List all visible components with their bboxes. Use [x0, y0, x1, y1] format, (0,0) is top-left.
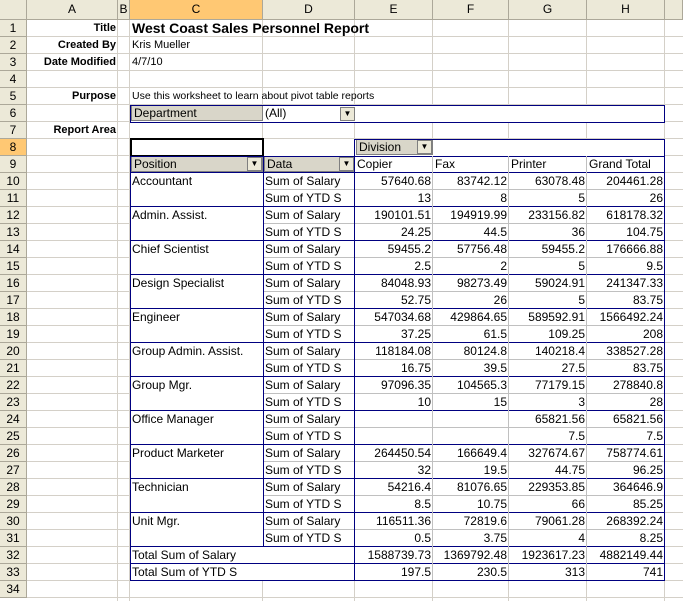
salary-value: 1566492.24 [599, 310, 663, 324]
ytd-value [433, 428, 509, 445]
ytd-value: 8 [500, 191, 507, 205]
total-salary-value: 1369792.48 [443, 548, 507, 562]
row-header-7[interactable]: 7 [0, 122, 27, 139]
ytd-value: 10.75 [476, 497, 507, 511]
ytd-value: 5 [578, 191, 585, 205]
salary-value: 54216.4 [387, 480, 431, 494]
column-header-f[interactable]: F [433, 0, 509, 20]
row-separator [263, 529, 665, 530]
salary-value: 116511.36 [376, 514, 431, 528]
pivot-border-position-data [263, 156, 264, 547]
salary-value [433, 411, 509, 428]
data-label-ytd: Sum of YTD S [265, 327, 342, 341]
total-salary-value: 4882149.44 [599, 548, 663, 562]
row-header-8[interactable]: 8 [0, 139, 27, 156]
salary-value: 84048.93 [380, 276, 431, 290]
row-header-17[interactable]: 17 [0, 292, 27, 309]
column-header-e[interactable]: E [355, 0, 433, 20]
ytd-value: 39.5 [483, 361, 507, 375]
data-label-salary: Sum of Salary [265, 412, 341, 426]
data-label-salary: Sum of Salary [265, 208, 341, 222]
row-header-19[interactable]: 19 [0, 326, 27, 343]
salary-value: 97096.35 [380, 378, 431, 392]
pivot-border-data-left [354, 139, 355, 581]
salary-value: 57640.68 [380, 174, 431, 188]
data-label-salary: Sum of Salary [265, 242, 341, 256]
column-divider [508, 156, 509, 580]
row-header-34[interactable]: 34 [0, 581, 27, 598]
salary-value: 81076.65 [456, 480, 507, 494]
row-header-5[interactable]: 5 [0, 88, 27, 105]
position-name: Admin. Assist. [132, 208, 208, 222]
ytd-value: 208 [642, 327, 663, 341]
ytd-value: 2 [500, 259, 507, 273]
salary-value: 59455.2 [541, 242, 585, 256]
pivot-border-right [664, 139, 665, 581]
row-header-4[interactable]: 4 [0, 71, 27, 88]
salary-value: 59455.2 [387, 242, 431, 256]
ytd-value: 26 [649, 191, 663, 205]
position-name: Design Specialist [132, 276, 225, 290]
column-header-c[interactable]: C [130, 0, 263, 20]
total-ytd-value: 313 [564, 565, 585, 579]
salary-value: 190101.51 [374, 208, 431, 222]
total-separator [130, 563, 665, 564]
date-modified-value: 4/7/10 [132, 56, 163, 68]
row-separator [263, 393, 665, 394]
data-label-ytd: Sum of YTD S [265, 361, 342, 375]
column-header-grand-total: Grand Total [589, 157, 651, 171]
row-header-18[interactable]: 18 [0, 309, 27, 326]
salary-value: 589592.91 [528, 310, 585, 324]
row-header-16[interactable]: 16 [0, 275, 27, 292]
ytd-value: 15 [493, 395, 507, 409]
row-header-15[interactable]: 15 [0, 258, 27, 275]
total-ytd-value: 230.5 [476, 565, 507, 579]
row-header-20[interactable]: 20 [0, 343, 27, 360]
salary-value: 98273.49 [456, 276, 507, 290]
ytd-value: 2.5 [414, 259, 431, 273]
salary-value: 268392.24 [606, 514, 663, 528]
data-label-salary: Sum of Salary [265, 480, 341, 494]
ytd-value: 104.75 [626, 225, 663, 239]
data-label-ytd: Sum of YTD S [265, 395, 342, 409]
salary-value: 63078.48 [534, 174, 585, 188]
data-label-ytd: Sum of YTD S [265, 429, 342, 443]
column-header-h[interactable]: H [587, 0, 665, 20]
data-field-button[interactable]: Data [264, 156, 355, 172]
row-header-24[interactable]: 24 [0, 411, 27, 428]
data-label-ytd: Sum of YTD S [265, 293, 342, 307]
row-header-14[interactable]: 14 [0, 241, 27, 258]
column-header-g[interactable]: G [509, 0, 587, 20]
gridline-horizontal [27, 597, 683, 598]
data-label-ytd: Sum of YTD S [265, 531, 342, 545]
row-separator [263, 461, 665, 462]
ytd-value: 8.25 [639, 531, 663, 545]
column-divider [432, 156, 433, 580]
row-separator [263, 325, 665, 326]
row-header-33[interactable]: 33 [0, 564, 27, 581]
position-name: Chief Scientist [132, 242, 209, 256]
ytd-value: 83.75 [632, 361, 663, 375]
ytd-value: 8.5 [414, 497, 431, 511]
salary-value: 72819.6 [463, 514, 507, 528]
ytd-value [355, 428, 433, 445]
position-name: Group Admin. Assist. [132, 344, 244, 358]
data-label-salary: Sum of Salary [265, 378, 341, 392]
position-name: Unit Mgr. [132, 514, 181, 528]
salary-value: 204461.28 [606, 174, 663, 188]
row-header-22[interactable]: 22 [0, 377, 27, 394]
row-header-30[interactable]: 30 [0, 513, 27, 530]
row-header-31[interactable]: 31 [0, 530, 27, 547]
pivot-border-top-rows [130, 156, 665, 157]
position-name: Product Marketer [132, 446, 225, 460]
position-name: Group Mgr. [132, 378, 193, 392]
ytd-value: 19.5 [483, 463, 507, 477]
gridline-vertical [117, 20, 118, 601]
salary-value: 65821.56 [534, 412, 585, 426]
ytd-value: 16.75 [400, 361, 431, 375]
position-row-field-button[interactable]: Position [131, 156, 263, 172]
row-header-21[interactable]: 21 [0, 360, 27, 377]
salary-value [355, 411, 433, 428]
row-header-10[interactable]: 10 [0, 173, 27, 190]
salary-value: 547034.68 [374, 310, 431, 324]
total-ytd-value: 197.5 [400, 565, 431, 579]
ytd-value: 26 [493, 293, 507, 307]
data-label-ytd: Sum of YTD S [265, 225, 342, 239]
ytd-value: 27.5 [561, 361, 585, 375]
column-header-a[interactable]: A [27, 0, 118, 20]
ytd-value: 5 [578, 293, 585, 307]
ytd-value: 0.5 [414, 531, 431, 545]
salary-value: 65821.56 [612, 412, 663, 426]
report-title: West Coast Sales Personnel Report [132, 20, 370, 36]
purpose-label: Purpose [71, 90, 116, 102]
row-header-3[interactable]: 3 [0, 54, 27, 71]
column-header-printer: Printer [511, 157, 547, 171]
data-label-ytd: Sum of YTD S [265, 497, 342, 511]
ytd-value: 37.25 [400, 327, 431, 341]
row-header-9[interactable]: 9 [0, 156, 27, 173]
row-separator [263, 189, 665, 190]
data-label-ytd: Sum of YTD S [265, 191, 342, 205]
ytd-value: 44.75 [554, 463, 585, 477]
total-salary-value: 1588739.73 [367, 548, 431, 562]
ytd-value: 109.25 [548, 327, 585, 341]
column-header-b[interactable]: B [118, 0, 130, 20]
row-separator [263, 257, 665, 258]
division-column-field-button[interactable]: Division [356, 139, 433, 155]
row-header-11[interactable]: 11 [0, 190, 27, 207]
salary-value: 176666.88 [606, 242, 663, 256]
total-salary-value: 1923617.23 [521, 548, 585, 562]
division-dropdown-icon[interactable]: ▼ [417, 140, 432, 154]
salary-value: 429864.65 [450, 310, 507, 324]
ytd-value: 7.5 [568, 429, 585, 443]
column-header-copier: Copier [357, 157, 393, 171]
pivot-border-bottom [130, 580, 665, 581]
salary-value: 233156.82 [528, 208, 585, 222]
pivot-border-header-bottom [130, 172, 665, 173]
purpose-value: Use this worksheet to learn about pivot table reports [132, 90, 375, 102]
position-dropdown-icon[interactable]: ▼ [247, 157, 262, 171]
salary-value: 278840.8 [612, 378, 663, 392]
ytd-value: 3.75 [483, 531, 507, 545]
salary-value: 118184.08 [375, 344, 431, 358]
salary-value: 166649.4 [456, 446, 507, 460]
row-header-23[interactable]: 23 [0, 394, 27, 411]
data-label-salary: Sum of Salary [265, 514, 341, 528]
row-header-32[interactable]: 32 [0, 547, 27, 564]
ytd-value: 9.5 [646, 259, 663, 273]
select-all-corner[interactable] [0, 0, 27, 20]
data-label-salary: Sum of Salary [265, 174, 341, 188]
ytd-value: 66 [571, 497, 585, 511]
data-label-ytd: Sum of YTD S [265, 463, 342, 477]
column-header-filler [665, 0, 683, 20]
data-label-salary: Sum of Salary [265, 310, 341, 324]
column-header-fax: Fax [435, 157, 456, 171]
salary-value: 264450.54 [374, 446, 431, 460]
salary-value: 80124.8 [463, 344, 507, 358]
ytd-value: 83.75 [632, 293, 663, 307]
row-header-29[interactable]: 29 [0, 496, 27, 513]
ytd-value: 5 [578, 259, 585, 273]
salary-value: 194919.99 [450, 208, 507, 222]
ytd-value: 3 [578, 395, 585, 409]
row-header-1[interactable]: 1 [0, 20, 27, 37]
ytd-value: 24.25 [400, 225, 431, 239]
row-header-26[interactable]: 26 [0, 445, 27, 462]
ytd-value: 61.5 [483, 327, 507, 341]
ytd-value: 4 [578, 531, 585, 545]
salary-value: 79061.28 [534, 514, 585, 528]
ytd-value: 28 [649, 395, 663, 409]
salary-value: 57756.48 [456, 242, 507, 256]
salary-value: 59024.91 [534, 276, 585, 290]
salary-value: 241347.33 [606, 276, 663, 290]
row-separator [263, 223, 665, 224]
row-header-13[interactable]: 13 [0, 224, 27, 241]
ytd-value: 36 [571, 225, 585, 239]
salary-value: 758774.61 [606, 446, 663, 460]
row-separator [263, 495, 665, 496]
salary-value: 140218.4 [534, 344, 585, 358]
position-name: Technician [132, 480, 189, 494]
row-separator [263, 291, 665, 292]
data-dropdown-icon[interactable]: ▼ [339, 157, 354, 171]
salary-value: 338527.28 [606, 344, 663, 358]
ytd-value: 32 [417, 463, 431, 477]
created-by-value: Kris Mueller [132, 39, 191, 51]
row-header-12[interactable]: 12 [0, 207, 27, 224]
row-separator [263, 427, 665, 428]
ytd-value: 85.25 [632, 497, 663, 511]
created-by-label: Created By [57, 39, 116, 51]
date-modified-label: Date Modified [43, 56, 116, 68]
data-label-salary: Sum of Salary [265, 276, 341, 290]
data-label-salary: Sum of Salary [265, 446, 341, 460]
row-separator [263, 359, 665, 360]
data-label-ytd: Sum of YTD S [265, 259, 342, 273]
ytd-value: 44.5 [483, 225, 507, 239]
page-field-border [130, 105, 665, 123]
row-header-6[interactable]: 6 [0, 105, 27, 122]
ytd-value: 52.75 [400, 293, 431, 307]
pivot-border-left [130, 156, 131, 581]
data-label-salary: Sum of Salary [265, 344, 341, 358]
position-name: Office Manager [132, 412, 214, 426]
column-divider [586, 156, 587, 580]
report-area-label: Report Area [53, 124, 116, 136]
column-header-d[interactable]: D [263, 0, 355, 20]
salary-value: 83742.12 [456, 174, 507, 188]
active-cell-c8[interactable] [130, 138, 264, 157]
total-salary-label: Total Sum of Salary [132, 548, 237, 562]
total-ytd-label: Total Sum of YTD S [132, 565, 238, 579]
gridline-horizontal [27, 70, 683, 71]
salary-value: 77179.15 [534, 378, 585, 392]
ytd-value: 13 [417, 191, 431, 205]
position-name: Engineer [132, 310, 181, 324]
salary-value: 104565.3 [456, 378, 507, 392]
salary-value: 327674.67 [528, 446, 585, 460]
salary-value: 229353.85 [528, 480, 585, 494]
department-dropdown-icon[interactable]: ▼ [340, 107, 355, 121]
row-header-25[interactable]: 25 [0, 428, 27, 445]
salary-value: 618178.32 [606, 208, 663, 222]
department-filter-value[interactable]: (All) [265, 106, 287, 120]
position-name: Accountant [132, 174, 193, 188]
total-ytd-value: 741 [642, 565, 663, 579]
ytd-value: 7.5 [646, 429, 663, 443]
title-label: Title [93, 22, 116, 34]
ytd-value: 96.25 [632, 463, 663, 477]
row-header-28[interactable]: 28 [0, 479, 27, 496]
row-header-2[interactable]: 2 [0, 37, 27, 54]
row-header-27[interactable]: 27 [0, 462, 27, 479]
salary-value: 364646.9 [612, 480, 663, 494]
department-page-field-button[interactable]: Department [131, 105, 263, 121]
pivot-border-top-division [355, 139, 665, 140]
ytd-value: 10 [417, 395, 431, 409]
